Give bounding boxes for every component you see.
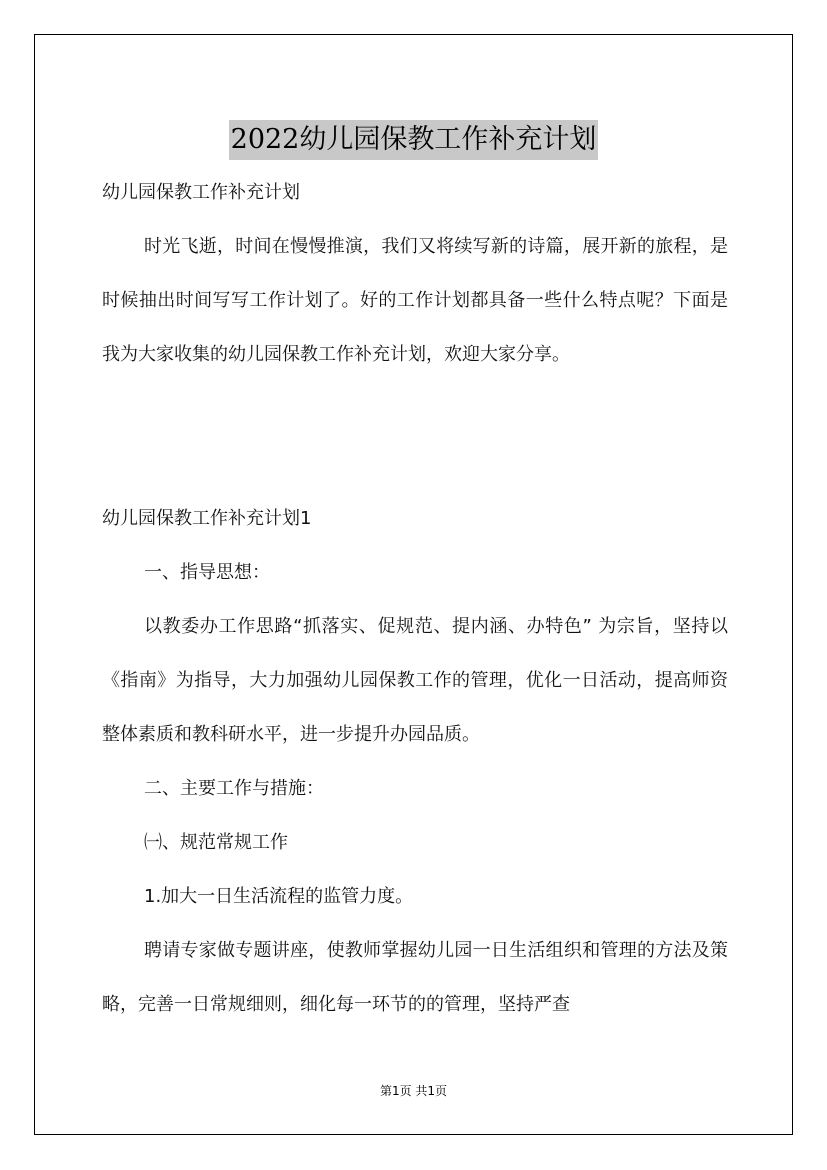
heading-routine-work: ㈠、规范常规工作 <box>144 832 288 853</box>
expert-lecture-paragraph: 聘请专家做专题讲座，使教师掌握幼儿园一日生活组织和管理的方法及策略，完善一日常规细则，细化每一环节的的管理，坚持严查 <box>102 940 728 1015</box>
item-daily-process: 1.加大一日生活流程的监管力度。 <box>144 886 414 907</box>
heading-guiding-thought: 一、指导思想： <box>144 562 270 583</box>
page-footer: 第1页 共1页 <box>379 1084 448 1098</box>
document-body <box>102 166 728 382</box>
plan-section <box>102 492 728 1032</box>
heading-main-work: 二、主要工作与措施： <box>144 778 324 799</box>
subtitle: 幼儿园保教工作补充计划 <box>102 182 300 203</box>
guiding-thought-paragraph: 以教委办工作思路“抓落实、促规范、提内涵、办特色” 为宗旨，坚持以《指南》为指导，大力加强幼儿园保教工作的管理，优化一日活动，提高师资整体素质和教科研水平，进一步提升办园品质。 <box>102 616 728 745</box>
section-heading: 幼儿园保教工作补充计划1 <box>102 508 312 529</box>
intro-paragraph: 时光飞逝，时间在慢慢推演，我们又将续写新的诗篇，展开新的旅程，是时候抽出时间写写工作计划了。好的工作计划都具备一些什么特点呢？下面是我为大家收集的幼儿园保教工作补充计划，欢迎大家分享。 <box>102 236 728 365</box>
document-title: 2022幼儿园保教工作补充计划 <box>229 120 599 160</box>
